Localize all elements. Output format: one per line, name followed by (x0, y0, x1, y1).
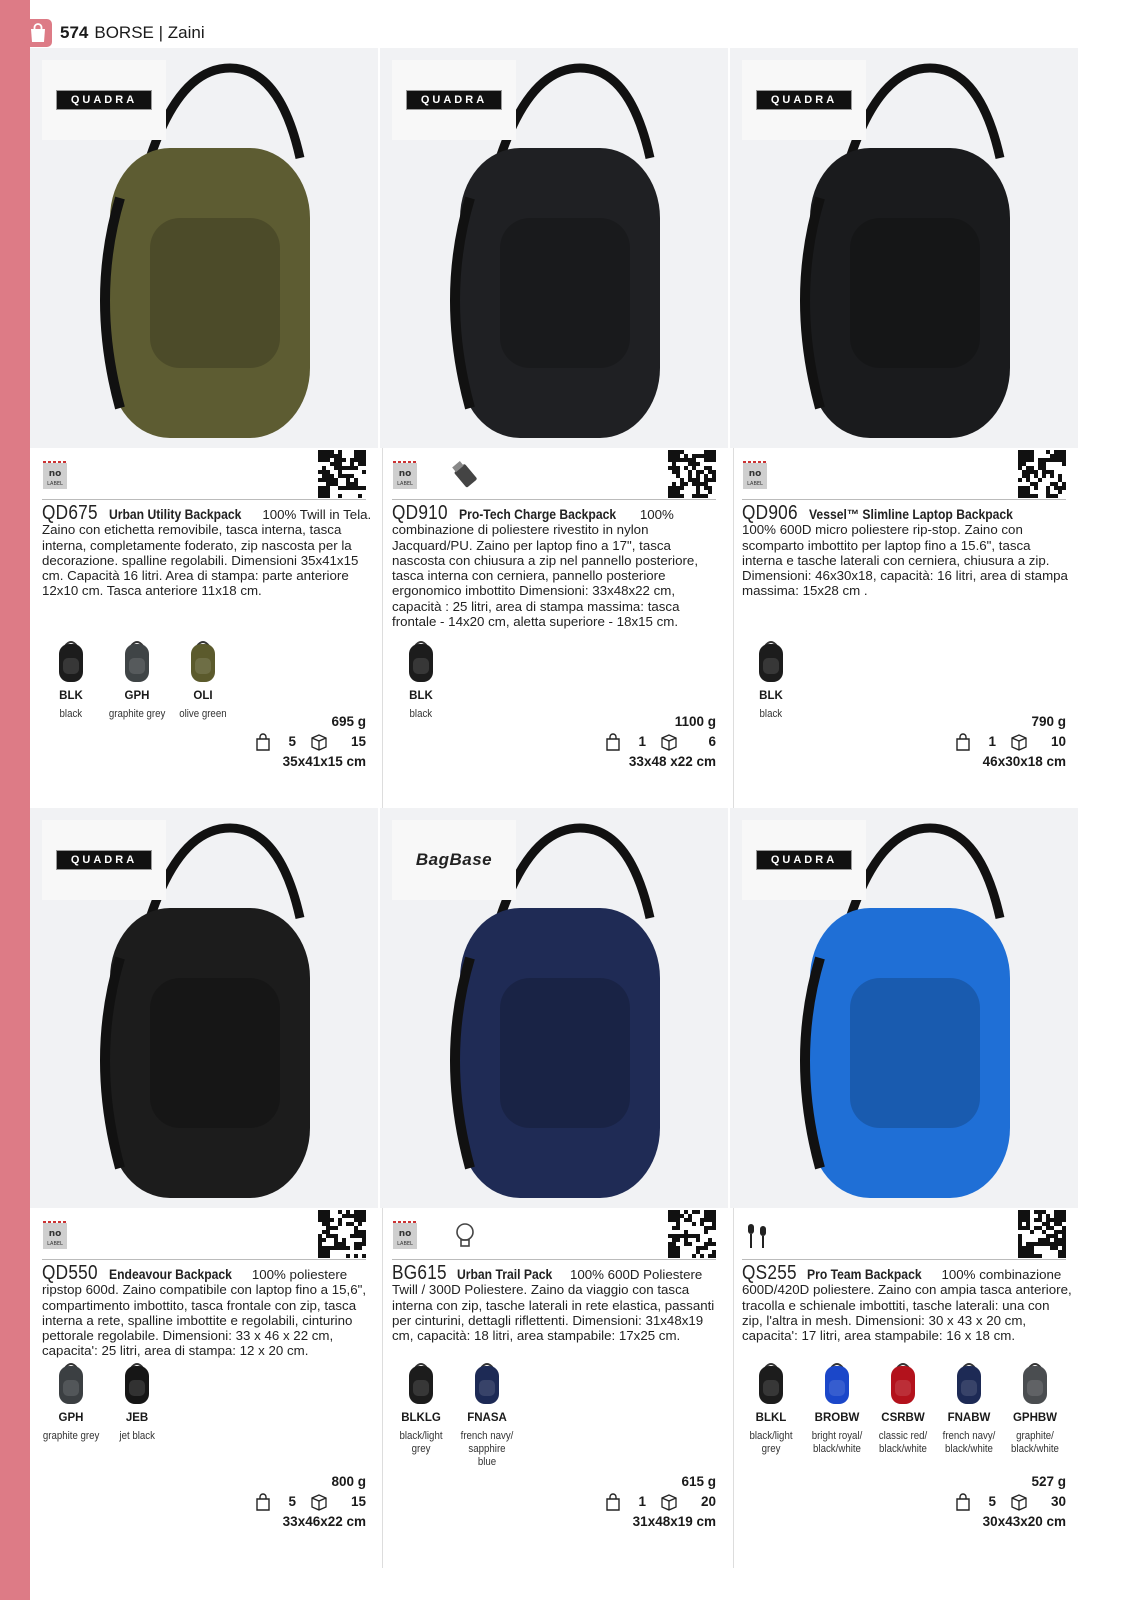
feature-icons-row (392, 450, 716, 500)
pack-quantity: 5 (988, 1494, 996, 1509)
lightbulb-icon (448, 1218, 482, 1252)
feature-icons-row (742, 1210, 1066, 1260)
product-photo (730, 48, 1078, 448)
product-name: Urban Utility Backpack (108, 507, 241, 522)
color-swatch-gph[interactable] (104, 638, 170, 721)
no-label-icon (392, 1220, 418, 1250)
color-code: GPH (58, 1412, 84, 1424)
product-dimensions: 30x43x20 cm (982, 1514, 1066, 1529)
swatch-backpack-icon (51, 1360, 91, 1406)
pack-quantity: 5 (288, 734, 296, 749)
color-swatch-fnasa[interactable] (454, 1360, 520, 1469)
color-name: classic red/ black/white (878, 1430, 928, 1455)
qr-code[interactable] (668, 1210, 716, 1258)
brand-logo: QUADRA (42, 60, 166, 140)
product-description: 100% Twill in Tela. Zaino con etichetta removibile, tasca interna, tasca interna, completamente foderato, zip nascosta per la decorazione. spalline regolabili. Dimensioni 35x41x15 cm. Capacità 16 litri. Area di stampa: parte anteriore 12x10 cm. Tasca anteriore 11x18 cm. (42, 507, 372, 599)
product-weight: 695 g (331, 714, 366, 729)
color-name: black (759, 708, 783, 720)
svg-text:no: no (48, 469, 62, 479)
product-dimensions: 33x48 x22 cm (628, 754, 716, 769)
color-swatch-blk[interactable] (38, 638, 104, 721)
swatch-backpack-icon (183, 638, 223, 684)
color-name: jet black (119, 1430, 155, 1442)
page-header (30, 18, 205, 48)
color-code: FNASA (467, 1412, 507, 1424)
product-name: Pro-Tech Charge Backpack (458, 507, 616, 522)
color-name: graphite grey (42, 1430, 100, 1442)
no-label-icon (392, 460, 418, 490)
product-dimensions: 33x46x22 cm (282, 1514, 366, 1529)
color-swatch-blk[interactable] (738, 638, 804, 721)
color-name: french navy/ sapphire blue (460, 1430, 514, 1468)
product-photo (30, 808, 378, 1208)
product-name: Pro Team Backpack (807, 1267, 923, 1282)
color-swatch-jeb[interactable] (104, 1360, 170, 1443)
section-title: BORSE | Zaini (94, 23, 205, 42)
feature-icons-row (42, 450, 366, 500)
color-name: bright royal/ black/white (811, 1430, 863, 1455)
svg-text:no: no (398, 1229, 412, 1239)
color-swatch-fnabw[interactable] (936, 1360, 1002, 1456)
pack-quantity: 1 (638, 734, 646, 749)
product-code: QS255 (742, 1262, 797, 1284)
product-weight: 800 g (331, 1474, 366, 1489)
color-name: graphite grey (108, 708, 166, 720)
carton-box-icon (660, 1493, 678, 1511)
color-code: BLK (59, 690, 83, 702)
pack-bag-icon (254, 733, 272, 751)
svg-text:no: no (398, 469, 412, 479)
pack-bag-icon (604, 733, 622, 751)
no-label-icon (42, 1220, 68, 1250)
product-description: 100% combinazione di poliestere rivestito in nylon Jacquard/PU. Zaino per laptop fino a 17", tasca nascosta con chiusura a zip nel pannello posteriore, tasca interna con cerniera, pannello posteriore ergonomico imbottito Dimensioni: 33x48x22 cm, capacità : 25 litri, area di stampa massima: tasca frontale - 14x20 cm, aletta superiore - 18x15 cm. (392, 507, 699, 630)
product-name: Endeavour Backpack (108, 1267, 232, 1282)
color-swatch-blkl[interactable] (738, 1360, 804, 1456)
no-label-icon (42, 460, 68, 490)
qr-code[interactable] (1018, 1210, 1066, 1258)
color-code: BLKLG (401, 1412, 441, 1424)
color-swatches (38, 638, 236, 721)
product-dimensions: 31x48x19 cm (632, 1514, 716, 1529)
swatch-backpack-icon (883, 1360, 923, 1406)
side-stripe (0, 0, 30, 1600)
color-swatch-gph[interactable] (38, 1360, 104, 1443)
color-name: black (409, 708, 433, 720)
page-number: 574 (60, 23, 89, 42)
brand-logo: QUADRA (42, 820, 166, 900)
carton-quantity: 20 (700, 1494, 716, 1509)
carton-box-icon (310, 1493, 328, 1511)
carton-box-icon (660, 733, 678, 751)
qr-code[interactable] (318, 450, 366, 498)
product-weight: 1100 g (674, 714, 716, 729)
product-code: BG615 (392, 1262, 447, 1284)
carton-quantity: 15 (350, 1494, 366, 1509)
carton-quantity: 30 (1050, 1494, 1066, 1509)
color-swatches (38, 1360, 170, 1443)
brand-logo: QUADRA (392, 60, 516, 140)
product-name: Vessel™ Slimline Laptop Backpack (808, 507, 1013, 522)
qr-code[interactable] (318, 1210, 366, 1258)
color-swatch-oli[interactable] (170, 638, 236, 721)
swatch-backpack-icon (1015, 1360, 1055, 1406)
color-swatches (388, 1360, 520, 1469)
svg-text:no: no (48, 1229, 62, 1239)
product-photo (30, 48, 378, 448)
carton-box-icon (1010, 1493, 1028, 1511)
pack-bag-icon (954, 1493, 972, 1511)
color-name: graphite/ black/white (1011, 1430, 1059, 1455)
color-name: olive green (179, 708, 227, 720)
product-specs (566, 1472, 716, 1532)
product-description: 100% combinazione 600D/420D poliestere. Zaino con ampia tasca anteriore, tracolla e schienale imbottiti, tasche laterali: una con zip, l'altra in mesh. Dimensioni: 30 x 43 x 20 cm, capacita': 17 litri, area stampabile: 16 x 18 cm. (742, 1267, 1072, 1344)
color-swatch-blk[interactable] (388, 638, 454, 721)
qr-code[interactable] (1018, 450, 1066, 498)
product-description: 100% 600D Poliestere Twill / 300D Poliestere. Zaino da viaggio con tasca interna con zip, tasche laterali in rete elastica, passanti per cinturini, dettagli riflettenti. Dimensioni: 31x48x19 cm, capacità: 18 litri, area stampabile: 17x25 cm. (392, 1267, 715, 1344)
product-code: QD906 (742, 502, 798, 524)
product-specs (216, 1472, 366, 1532)
product-specs (916, 1472, 1066, 1532)
color-code: GPHBW (1012, 1412, 1058, 1424)
product-description: 100% 600D micro poliestere rip-stop. Zaino con scomparto imbottito per laptop fino a 15.6", tasca interna e tasche laterali con cerniera, chiusura a zip. Dimensioni: 46x30x18, capacità: 16 litri, area di stampa massima: 15x28 cm . (742, 522, 1068, 599)
product-code: QD550 (42, 1262, 98, 1284)
feature-icons-row (42, 1210, 366, 1260)
svg-text:LABEL: LABEL (747, 481, 763, 487)
swatch-backpack-icon (751, 1360, 791, 1406)
brand-logo: QUADRA (742, 820, 866, 900)
product-code: QD910 (392, 502, 448, 524)
carton-quantity: 10 (1050, 734, 1066, 749)
swatch-backpack-icon (817, 1360, 857, 1406)
swatch-backpack-icon (401, 1360, 441, 1406)
product-description-block (42, 502, 372, 599)
color-code: BROBW (814, 1412, 860, 1424)
shopping-bag-icon (24, 19, 52, 47)
svg-text:LABEL: LABEL (47, 1241, 63, 1247)
qr-code[interactable] (668, 450, 716, 498)
feature-icons-row (392, 1210, 716, 1260)
color-code: BLK (409, 690, 433, 702)
color-code: GPH (124, 690, 150, 702)
swatch-backpack-icon (51, 638, 91, 684)
color-swatch-blklg[interactable] (388, 1360, 454, 1469)
product-description-block (742, 1262, 1072, 1344)
pack-bag-icon (254, 1493, 272, 1511)
no-label-icon (742, 460, 768, 490)
swatch-backpack-icon (117, 1360, 157, 1406)
product-photo (730, 808, 1078, 1208)
product-dimensions: 46x30x18 cm (982, 754, 1066, 769)
swatch-backpack-icon (117, 638, 157, 684)
feature-icons-row (742, 450, 1066, 500)
swatch-backpack-icon (467, 1360, 507, 1406)
color-swatches (738, 1360, 1068, 1456)
color-swatches (388, 638, 454, 721)
pack-bag-icon (604, 1493, 622, 1511)
color-code: BLKL (755, 1412, 787, 1424)
pack-bag-icon (954, 733, 972, 751)
color-name: black/light grey (749, 1430, 793, 1455)
svg-text:LABEL: LABEL (47, 481, 63, 487)
svg-text:LABEL: LABEL (397, 1241, 413, 1247)
color-code: JEB (125, 1412, 149, 1424)
color-swatches (738, 638, 804, 721)
product-description-block (392, 1262, 722, 1344)
pack-quantity: 1 (988, 734, 996, 749)
brand-logo: QUADRA (742, 60, 866, 140)
svg-text:LABEL: LABEL (397, 481, 413, 487)
color-code: FNABW (947, 1412, 991, 1424)
color-code: CSRBW (881, 1412, 925, 1424)
product-dimensions: 35x41x15 cm (282, 754, 366, 769)
product-weight: 527 g (1031, 1474, 1066, 1489)
carton-quantity: 6 (708, 734, 716, 749)
color-code: OLI (193, 690, 213, 702)
product-description: 100% poliestere ripstop 600d. Zaino compatibile con laptop fino a 15,6", compartimento imbottito, tasca frontale con zip, tasca interna a rete, spalline imbottite e regolabili, cinturino pettorale regolabile. Dimensioni: 33 x 46 x 22 cm, capacita': 25 litri, area di stampa: 12 x 20 cm. (42, 1267, 367, 1359)
color-swatch-csrbw[interactable] (870, 1360, 936, 1456)
color-name: black/light grey (399, 1430, 443, 1455)
carton-box-icon (310, 733, 328, 751)
carton-box-icon (1010, 733, 1028, 751)
product-specs (566, 712, 716, 772)
color-swatch-brobw[interactable] (804, 1360, 870, 1456)
pack-quantity: 5 (288, 1494, 296, 1509)
product-weight: 615 g (681, 1474, 716, 1489)
product-name: Urban Trail Pack (457, 1267, 553, 1282)
swatch-backpack-icon (751, 638, 791, 684)
pack-quantity: 1 (638, 1494, 646, 1509)
product-weight: 790 g (1031, 714, 1066, 729)
svg-text:no: no (748, 469, 762, 479)
usb-icon (448, 458, 482, 492)
product-description-block (742, 502, 1072, 599)
color-name: black (59, 708, 83, 720)
earphones-icon (742, 1218, 776, 1252)
color-swatch-gphbw[interactable] (1002, 1360, 1068, 1456)
product-specs (216, 712, 366, 772)
product-photo (380, 808, 728, 1208)
color-code: BLK (759, 690, 783, 702)
product-photo (380, 48, 728, 448)
product-description-block (42, 1262, 372, 1359)
swatch-backpack-icon (949, 1360, 989, 1406)
swatch-backpack-icon (401, 638, 441, 684)
brand-logo: BagBase (392, 820, 516, 900)
product-code: QD675 (42, 502, 98, 524)
carton-quantity: 15 (350, 734, 366, 749)
color-name: french navy/ black/white (942, 1430, 996, 1455)
product-description-block (392, 502, 722, 630)
product-specs (916, 712, 1066, 772)
